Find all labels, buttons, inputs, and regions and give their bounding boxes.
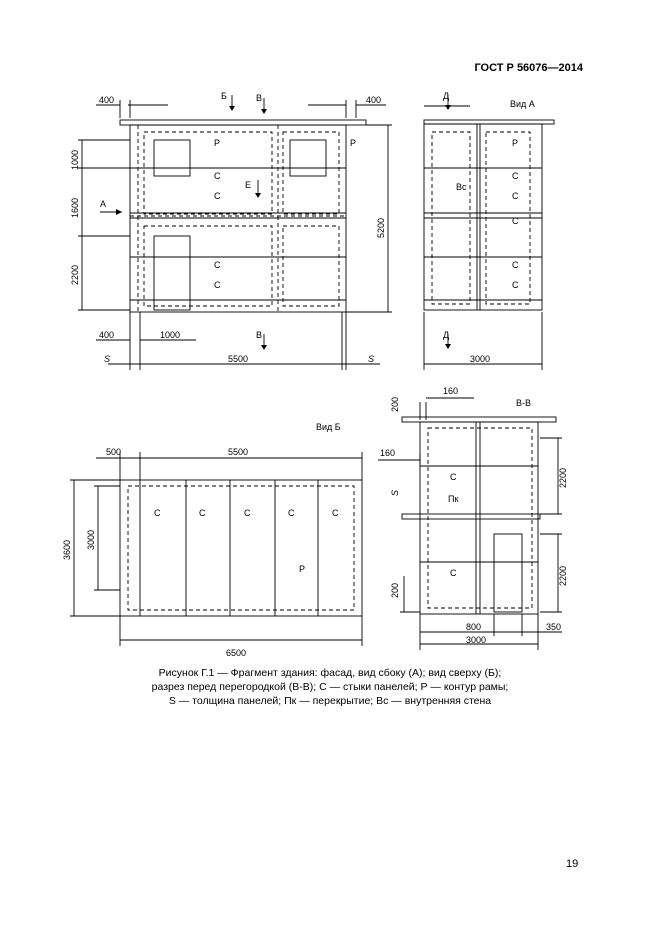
side-mark-d-top: Д bbox=[443, 91, 450, 101]
side-label-c4: С bbox=[512, 260, 519, 270]
facade-mark-b: Б bbox=[221, 91, 227, 101]
side-label-vs: Вс bbox=[456, 182, 467, 192]
facade-s-left: S bbox=[104, 354, 111, 364]
caption-line-3: S — толщина панелей; Пк — перекрытие; Вс — внутренняя стена bbox=[168, 695, 492, 707]
section-dim-2200-top: 2200 bbox=[558, 467, 568, 488]
top-dim-h-outer: 3600 bbox=[62, 539, 72, 560]
section-dim-350: 350 bbox=[546, 622, 562, 632]
side-view-title: Вид А bbox=[510, 99, 535, 109]
top-dim-top: 5500 bbox=[228, 447, 249, 457]
facade-label-p2: Р bbox=[350, 138, 357, 148]
top-label-p: Р bbox=[299, 564, 306, 574]
facade-mark-a: А bbox=[100, 199, 107, 209]
caption-line-1: Рисунок Г.1 — Фрагмент здания: фасад, вид сбоку (А); вид сверху (Б); bbox=[158, 667, 502, 679]
top-label-c4: С bbox=[288, 508, 295, 518]
page-number: 19 bbox=[566, 858, 579, 870]
section-roof-slab bbox=[402, 417, 556, 422]
facade-label-c2: С bbox=[214, 191, 221, 201]
side-roof-slab bbox=[424, 120, 554, 124]
facade-label-c1: С bbox=[214, 171, 221, 181]
top-label-c1: С bbox=[154, 508, 161, 518]
side-outline bbox=[424, 124, 542, 310]
facade-dim-width: 5500 bbox=[228, 354, 249, 364]
facade-dim-left-top: 400 bbox=[99, 95, 115, 105]
standard-header: ГОСТ Р 56076—2014 bbox=[474, 62, 583, 74]
section-title: В-В bbox=[516, 398, 532, 408]
top-label-c2: С bbox=[199, 508, 206, 518]
top-label-c3: С bbox=[244, 508, 251, 518]
side-label-p: Р bbox=[512, 138, 519, 148]
section-dim-2200-bottom: 2200 bbox=[558, 565, 568, 586]
section-label-c1: С bbox=[450, 472, 457, 482]
side-label-c2: С bbox=[512, 191, 519, 201]
caption-line-2: разрез перед перегородкой (В-В); С — стыки панелей; Р — контур рамы; bbox=[151, 681, 509, 693]
section-s-mark: S bbox=[390, 489, 400, 496]
side-mark-d-bottom: Д bbox=[443, 330, 450, 340]
section-dim-200-bottom: 200 bbox=[390, 582, 400, 598]
side-dim-width: 3000 bbox=[470, 354, 491, 364]
top-view-title: Вид Б bbox=[316, 422, 341, 432]
facade-label-c3: С bbox=[214, 260, 221, 270]
section-door bbox=[494, 534, 522, 612]
top-dim-h-inner: 3000 bbox=[86, 529, 96, 550]
facade-outline bbox=[130, 125, 346, 312]
figure-caption bbox=[90, 666, 570, 708]
facade-label-c4: С bbox=[214, 280, 221, 290]
facade-window-left bbox=[154, 140, 190, 176]
facade-dim-right-top: 400 bbox=[366, 95, 382, 105]
facade-mark-v-top: В bbox=[256, 93, 263, 103]
facade-dim-2200: 2200 bbox=[70, 264, 80, 285]
side-label-c3: С bbox=[512, 216, 519, 226]
side-label-c1: С bbox=[512, 171, 519, 181]
facade-door bbox=[154, 236, 190, 310]
facade-dim-door: 1000 bbox=[160, 330, 181, 340]
top-view-outline bbox=[120, 480, 362, 616]
section-label-pk: Пк bbox=[448, 494, 459, 504]
section-label-c2: С bbox=[450, 568, 457, 578]
facade-mark-e: Е bbox=[245, 180, 252, 190]
facade-label-p1: Р bbox=[214, 138, 221, 148]
facade-dim-5200: 5200 bbox=[376, 217, 386, 238]
top-dim-total: 6500 bbox=[226, 648, 247, 658]
section-dim-160-top: 160 bbox=[443, 386, 459, 396]
section-dim-800: 800 bbox=[466, 622, 482, 632]
section-outline bbox=[420, 422, 538, 614]
facade-dim-1000: 1000 bbox=[70, 149, 80, 170]
section-dim-3000: 3000 bbox=[466, 635, 487, 645]
facade-s-right: S bbox=[368, 354, 375, 364]
facade-roof-slab bbox=[120, 120, 366, 125]
facade-mark-v-bottom: В bbox=[256, 330, 263, 340]
facade-dim-left-bottom: 400 bbox=[99, 330, 115, 340]
section-floor-slab bbox=[402, 514, 540, 519]
facade-window-right bbox=[290, 140, 326, 176]
facade-dim-1600: 1600 bbox=[70, 197, 80, 218]
top-dim-left: 500 bbox=[106, 447, 122, 457]
top-label-c5: С bbox=[332, 508, 339, 518]
section-dim-200-top: 200 bbox=[390, 396, 400, 412]
section-dim-160-mid: 160 bbox=[380, 448, 396, 458]
side-label-c5: С bbox=[512, 280, 519, 290]
